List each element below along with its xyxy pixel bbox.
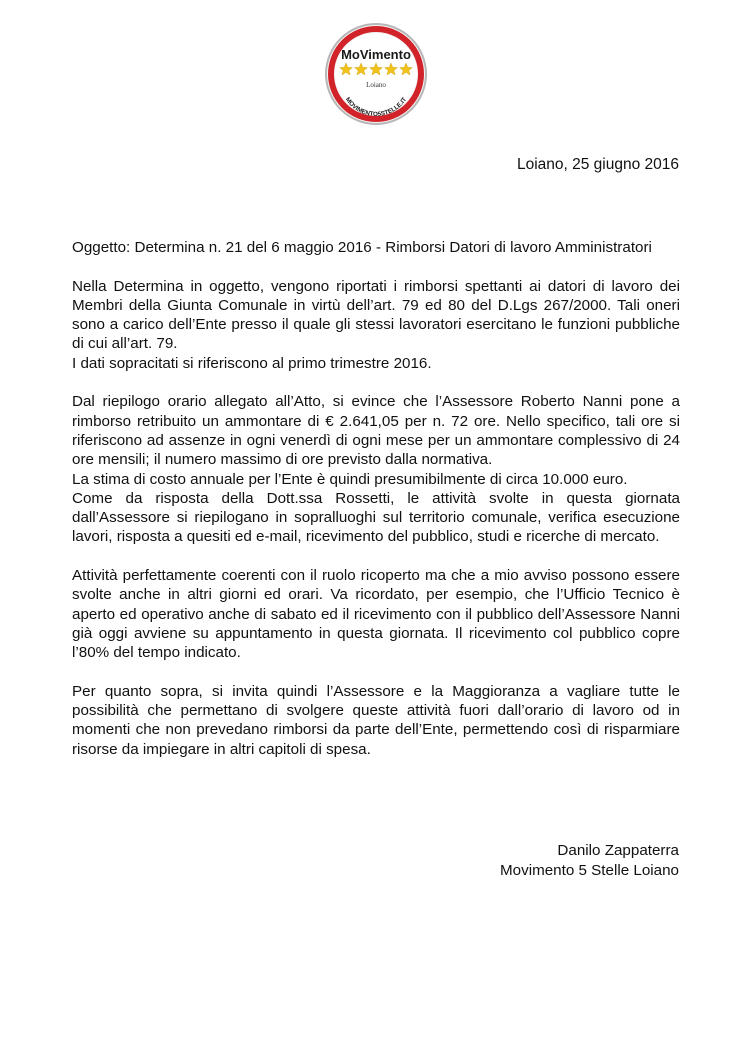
paragraph: Nella Determina in oggetto, vengono riportati i rimborsi spettanti ai datori di lavoro dei Membri della Giunta Comunale in virtù dell’art. 79 ed 80 del D.Lgs 267/2000. Tali oneri sono a carico dell’Ente presso il quale gli stessi lavoratori esercitano le funzioni pubbliche di cui all’art. 79. [72, 277, 680, 353]
paragraph: Attività perfettamente coerenti con il ruolo ricoperto ma che a mio avviso possono essere svolte anche in altri giorni ed orari. Va ricordato, per esempio, che l’Ufficio Tecnico è aperto ed operativo anche di sabato ed il ricevimento con il pubblico dell’Assessore Nanni già oggi avviene su appuntamento in questa giornata. Il ricevimento col pubblico copre l’80% del tempo indicato. [72, 567, 680, 662]
letter-date: Loiano, 25 giugno 2016 [516, 156, 679, 173]
paragraph: I dati sopracitati si riferiscono al primo trimestre 2016. [72, 354, 432, 372]
paragraph: Dal riepilogo orario allegato all’Atto, si evince che l’Assessore Roberto Nanni pone a rimborso retribuito un ammontare di € 2.641,05 per n. 72 ore. Nello specifico, tali ore si riferiscono ad assenze in ogni venerdì di ogni mese per un ammontare complessivo di 24 ore mensili; il numero massimo di ore previsto dalla normativa. [72, 393, 680, 469]
paragraph: Per quanto sopra, si invita quindi l’Assessore e la Maggioranza a vagliare tutte le possibilità che permettano di svolgere queste attività fuori dall’orario di lavoro od in momenti che non prevedano rimborsi da parte dell’Ente, permettendo così di risparmiare risorse da impiegare in altri capitoli di spesa. [72, 682, 680, 758]
logo-title: MoVimento [341, 47, 411, 62]
logo-place: Loiano [366, 81, 386, 89]
letter-body [72, 238, 680, 778]
logo-url-text: MOVIMENTO5STELLE.IT [343, 96, 409, 119]
signature-block [500, 841, 679, 881]
paragraph: Come da risposta della Dott.ssa Rossetti, le attività svolte in questa giornata dall’Assessore si riepilogano in sopralluoghi sul territorio comunale, verifica esecuzione lavori, risposta a quesiti ed e-mail, ricevimento del pubblico, studi e ricerche di mercato. [72, 489, 680, 546]
paragraph: La stima di costo annuale per l’Ente è quindi presumibilmente di circa 10.000 euro. [72, 470, 628, 488]
signature-name: Danilo Zappaterra [557, 842, 679, 859]
letter-subject: Oggetto: Determina n. 21 del 6 maggio 2016 - Rimborsi Datori di lavoro Amministratori [72, 239, 652, 256]
signature-group: Movimento 5 Stelle Loiano [500, 862, 679, 879]
movimento-logo [324, 22, 428, 126]
